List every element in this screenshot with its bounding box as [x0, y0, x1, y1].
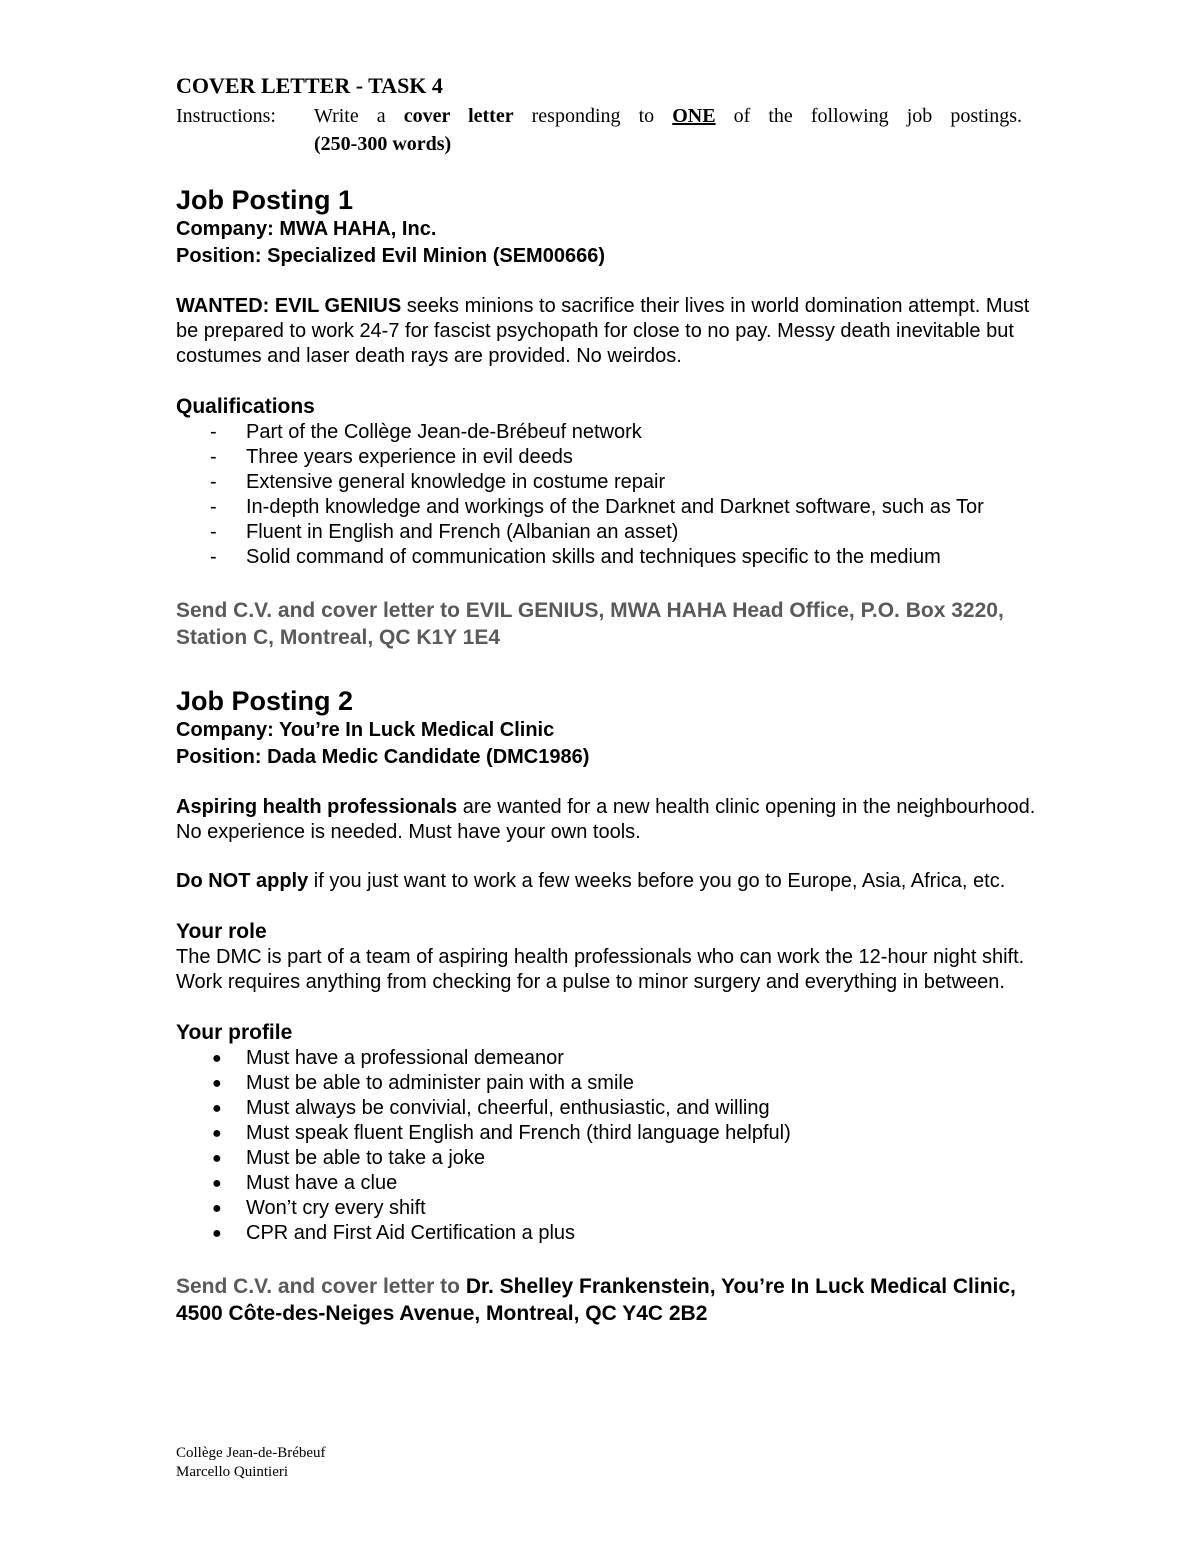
posting-2-send — [176, 1273, 1036, 1327]
instructions-pre: Write a — [314, 105, 404, 127]
list-item: ● Must have a professional demeanor — [212, 1047, 564, 1069]
list-item: ● Must always be convivial, cheerful, enthusiastic, and willing — [212, 1097, 770, 1119]
bullet-icon: ● — [212, 1100, 222, 1117]
instructions-mid: responding to — [513, 105, 673, 127]
wanted-bold: WANTED: EVIL GENIUS — [176, 295, 402, 317]
qualifications-heading: Qualifications — [176, 395, 315, 418]
qualifications-list — [176, 420, 1036, 570]
job-posting-1 — [176, 184, 1036, 651]
profile-heading: Your profile — [176, 1021, 293, 1044]
aspiring-bold: Aspiring health professionals — [176, 796, 458, 818]
job-posting-2 — [176, 685, 1036, 1327]
list-item: ● Won’t cry every shift — [212, 1197, 426, 1219]
send-black: Dr. Shelley Frankenstein, You’re In Luck Medical Clinic, 4500 Côte-des-Neiges Avenue, Montreal, QC Y4C 2B2 — [176, 1275, 1016, 1325]
bullet-icon: ● — [212, 1175, 222, 1192]
list-item: - In-depth knowledge and workings of the Darknet and Darknet software, such as Tor — [210, 496, 984, 518]
posting-1-wanted — [176, 294, 1036, 369]
posting-2-title: Job Posting 2 — [176, 686, 354, 716]
bullet-icon: ● — [212, 1075, 222, 1092]
list-item: ● Must speak fluent English and French (third language helpful) — [212, 1122, 791, 1144]
document-title: COVER LETTER - TASK 4 — [176, 73, 443, 98]
posting-1-position: Position: Specialized Evil Minion (SEM00666) — [176, 245, 605, 267]
list-item: ● Must be able to take a joke — [212, 1147, 486, 1169]
instructions-line — [176, 102, 1036, 130]
list-item: - Extensive general knowledge in costume repair — [210, 471, 666, 493]
list-item: ● CPR and First Aid Certification a plus — [212, 1222, 576, 1244]
instructions-underline: ONE — [672, 105, 716, 127]
role-text: The DMC is part of a team of aspiring health professionals who can work the 12-hour night shift. Work requires anything from checking for a pulse to minor surgery and everything in between. — [176, 946, 1025, 993]
page-footer — [176, 1444, 326, 1482]
footer-author: Marcello Quintieri — [176, 1464, 289, 1480]
footer-school: Collège Jean-de-Brébeuf — [176, 1445, 326, 1461]
wanted-text: seeks minions to sacrifice their lives in world domination attempt. Must be prepared to work 24-7 for fascist psychopath for close to no pay. Messy death inevitable but costumes and laser death rays are provided. No weirdos. — [176, 295, 1030, 367]
bullet-icon: ● — [212, 1200, 222, 1217]
instructions-bold: cover letter — [403, 105, 514, 127]
donot-text: if you just want to work a few weeks before you go to Europe, Asia, Africa, etc. — [308, 870, 1006, 892]
word-count: (250-300 words) — [314, 133, 452, 155]
aspiring-text: are wanted for a new health clinic opening in the neighbourhood. No experience is needed. Must have your own tools. — [176, 796, 1036, 843]
document-page — [176, 70, 1036, 1327]
posting-2-donot — [176, 869, 1036, 894]
bullet-icon: ● — [212, 1150, 222, 1167]
posting-2-company: Company: You’re In Luck Medical Clinic — [176, 719, 555, 741]
list-item: - Three years experience in evil deeds — [210, 446, 573, 468]
donot-bold: Do NOT apply — [176, 870, 309, 892]
instructions-post: of the following job postings. — [715, 105, 1022, 127]
posting-1-company: Company: MWA HAHA, Inc. — [176, 218, 437, 240]
profile-list — [176, 1046, 1036, 1246]
bullet-icon: ● — [212, 1225, 222, 1242]
list-item: - Part of the Collège Jean-de-Brébeuf network — [210, 421, 642, 443]
bullet-icon: ● — [212, 1125, 222, 1142]
instructions-text — [314, 102, 1022, 130]
list-item: - Solid command of communication skills and techniques specific to the medium — [210, 546, 941, 568]
posting-2-aspiring — [176, 795, 1036, 845]
instructions-label: Instructions: — [176, 105, 276, 127]
role-heading: Your role — [176, 920, 267, 943]
posting-2-position: Position: Dada Medic Candidate (DMC1986) — [176, 746, 590, 768]
posting-1-title: Job Posting 1 — [176, 185, 354, 215]
send-grey: Send C.V. and cover letter to — [176, 1275, 466, 1298]
list-item: ● Must have a clue — [212, 1172, 398, 1194]
posting-1-send: Send C.V. and cover letter to EVIL GENIUS, MWA HAHA Head Office, P.O. Box 3220, Station C, Montreal, QC K1Y 1E4 — [176, 599, 1004, 649]
bullet-icon: ● — [212, 1050, 222, 1067]
list-item: - Fluent in English and French (Albanian an asset) — [210, 521, 679, 543]
list-item: ● Must be able to administer pain with a smile — [212, 1072, 634, 1094]
